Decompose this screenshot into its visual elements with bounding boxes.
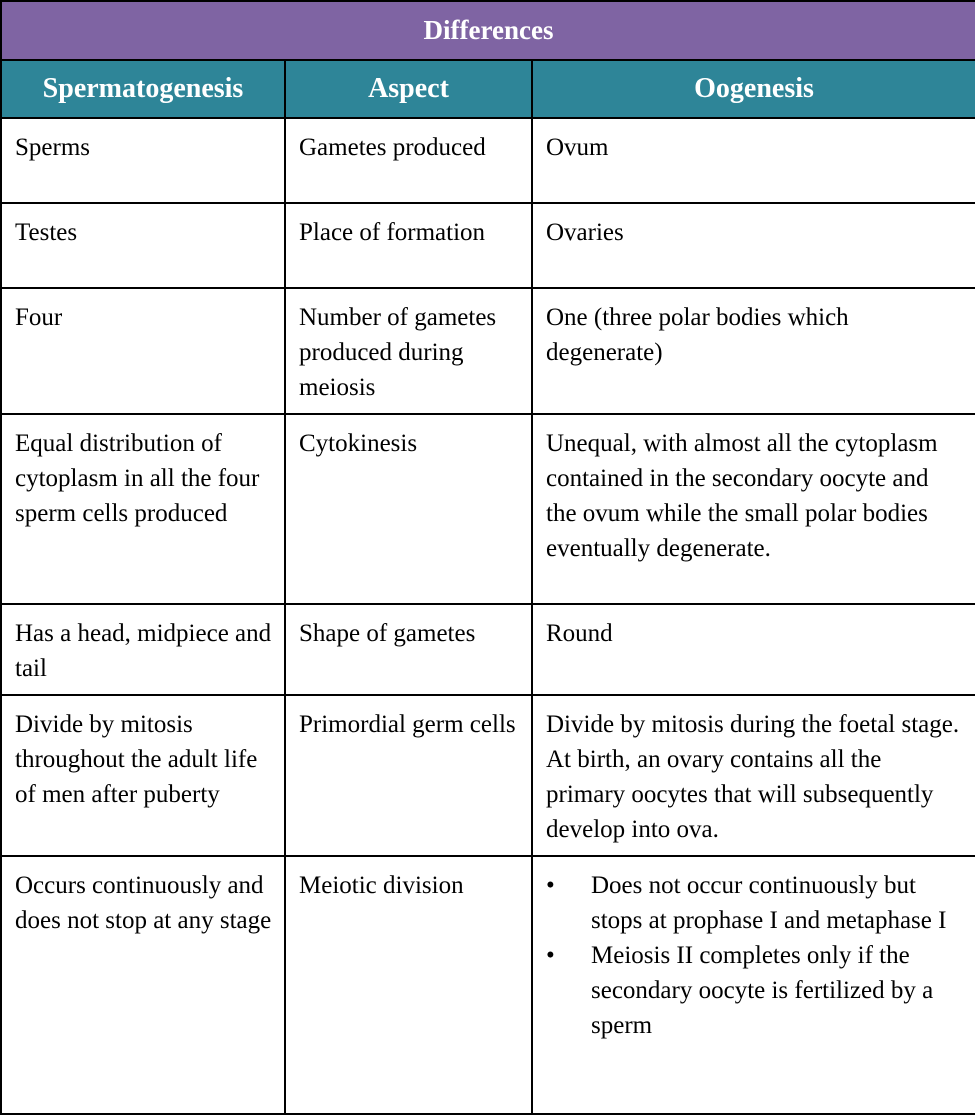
- spermatogenesis-cell: Equal distribution of cytoplasm in all the four sperm cells produced: [1, 414, 285, 604]
- list-item: [546, 868, 963, 938]
- spermatogenesis-cell: Sperms: [1, 118, 285, 203]
- aspect-cell: Shape of gametes: [285, 604, 532, 695]
- table-title: Differences: [1, 1, 975, 60]
- table-row: [1, 118, 975, 203]
- header-aspect: Aspect: [285, 60, 532, 118]
- table-row: [1, 203, 975, 288]
- oogenesis-bullet-list: [546, 868, 963, 1043]
- table-row: [1, 414, 975, 604]
- header-spermatogenesis: Spermatogenesis: [1, 60, 285, 118]
- bullet-icon: •: [546, 942, 555, 969]
- spermatogenesis-cell: Four: [1, 288, 285, 414]
- oogenesis-cell: Ovum: [532, 118, 975, 203]
- oogenesis-cell: Round: [532, 604, 975, 695]
- bullet-text: Does not occur continuously but stops at prophase I and metaphase I: [591, 872, 947, 934]
- oogenesis-cell: Ovaries: [532, 203, 975, 288]
- spermatogenesis-cell: Testes: [1, 203, 285, 288]
- spermatogenesis-cell: Occurs continuously and does not stop at any stage: [1, 856, 285, 1114]
- oogenesis-cell: Unequal, with almost all the cytoplasm contained in the secondary oocyte and the ovum while the small polar bodies eventually degenerate.: [532, 414, 975, 604]
- table-row: [1, 604, 975, 695]
- aspect-cell: Place of formation: [285, 203, 532, 288]
- aspect-cell: Primordial germ cells: [285, 695, 532, 856]
- oogenesis-cell: [532, 856, 975, 1114]
- title-row: [1, 1, 975, 60]
- bullet-icon: •: [546, 872, 555, 899]
- header-oogenesis: Oogenesis: [532, 60, 975, 118]
- list-item: [546, 938, 963, 1043]
- oogenesis-cell: Divide by mitosis during the foetal stage. At birth, an ovary contains all the primary oocytes that will subsequently develop into ova.: [532, 695, 975, 856]
- spermatogenesis-cell: Divide by mitosis throughout the adult life of men after puberty: [1, 695, 285, 856]
- table-row: [1, 288, 975, 414]
- aspect-cell: Meiotic division: [285, 856, 532, 1114]
- aspect-cell: Cytokinesis: [285, 414, 532, 604]
- oogenesis-cell: One (three polar bodies which degenerate): [532, 288, 975, 414]
- table-row: [1, 695, 975, 856]
- bullet-text: Meiosis II completes only if the secondary oocyte is fertilized by a sperm: [591, 942, 934, 1039]
- aspect-cell: Number of gametes produced during meiosis: [285, 288, 532, 414]
- aspect-cell: Gametes produced: [285, 118, 532, 203]
- header-row: [1, 60, 975, 118]
- spermatogenesis-cell: Has a head, midpiece and tail: [1, 604, 285, 695]
- table-row: [1, 856, 975, 1114]
